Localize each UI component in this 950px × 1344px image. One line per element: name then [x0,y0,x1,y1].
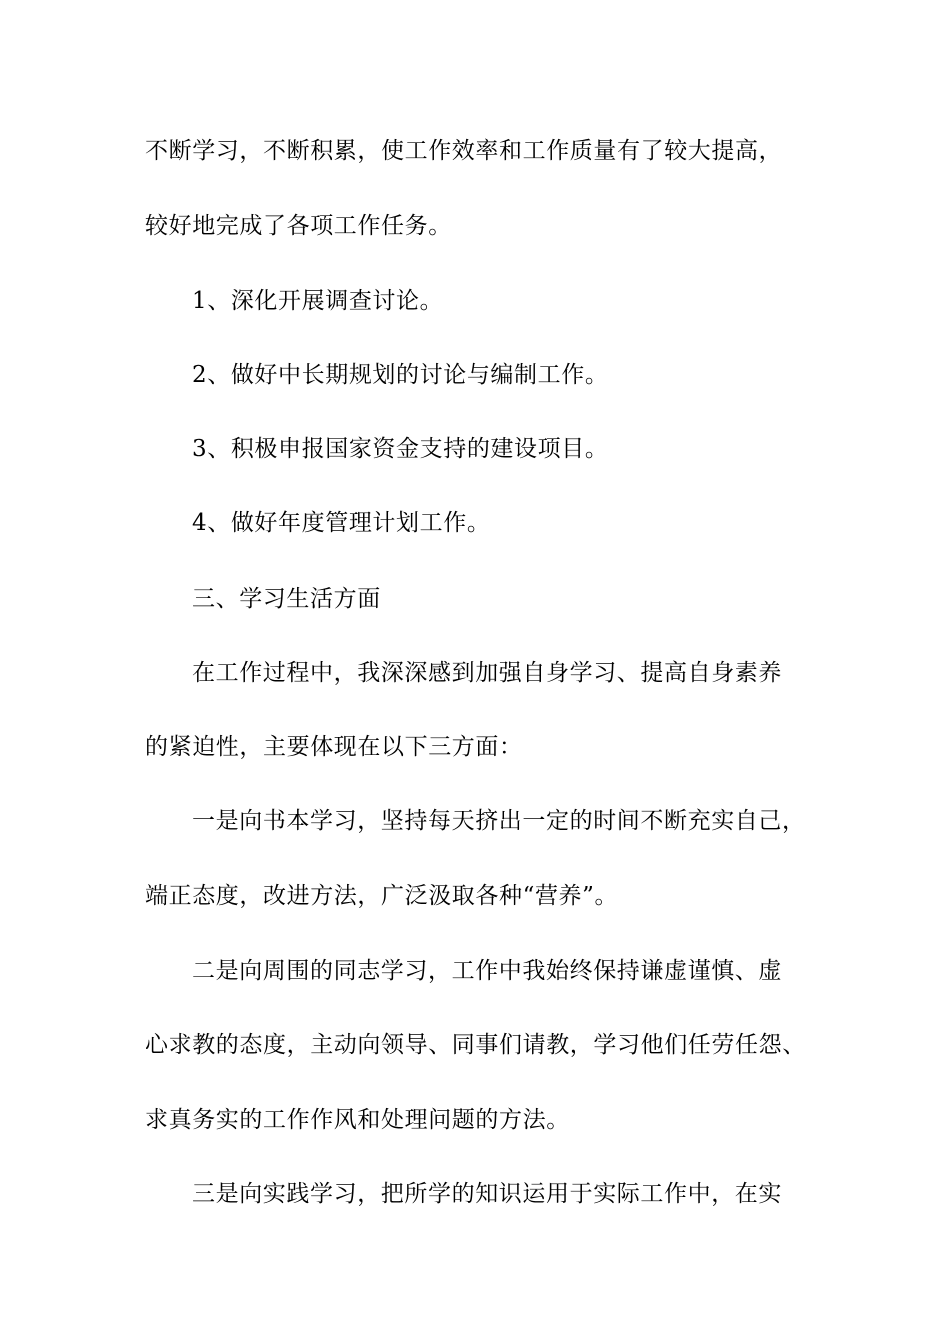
list-item: 4、做好年度管理计划工作。 [192,510,491,536]
list-item: 2、做好中长期规划的讨论与编制工作。 [192,362,609,388]
paragraph-line: 较好地完成了各项工作任务。 [145,213,452,239]
paragraph-line: 二是向周围的同志学习，工作中我始终保持谦虚谨慎、虚 [192,958,782,984]
paragraph-line: 在工作过程中，我深深感到加强自身学习、提高自身素养 [192,660,782,686]
list-item: 1、深化开展调查讨论。 [192,288,444,314]
list-item: 3、积极申报国家资金支持的建设项目。 [192,436,609,462]
paragraph-line: 求真务实的工作作风和处理问题的方法。 [145,1107,570,1133]
paragraph-line: 三是向实践学习，把所学的知识运用于实际工作中，在实 [192,1181,782,1207]
paragraph-line: 的紧迫性，主要体现在以下三方面： [145,734,523,760]
section-heading: 三、学习生活方面 [192,586,381,612]
paragraph-line: 不断学习，不断积累，使工作效率和工作质量有了较大提高， [145,138,783,164]
paragraph-line: 一是向书本学习，坚持每天挤出一定的时间不断充实自己， [192,808,806,834]
paragraph-line: 心求教的态度，主动向领导、同事们请教，学习他们任劳任怨、 [145,1032,806,1058]
paragraph-line: 端正态度，改进方法，广泛汲取各种“营养”。 [145,883,619,909]
